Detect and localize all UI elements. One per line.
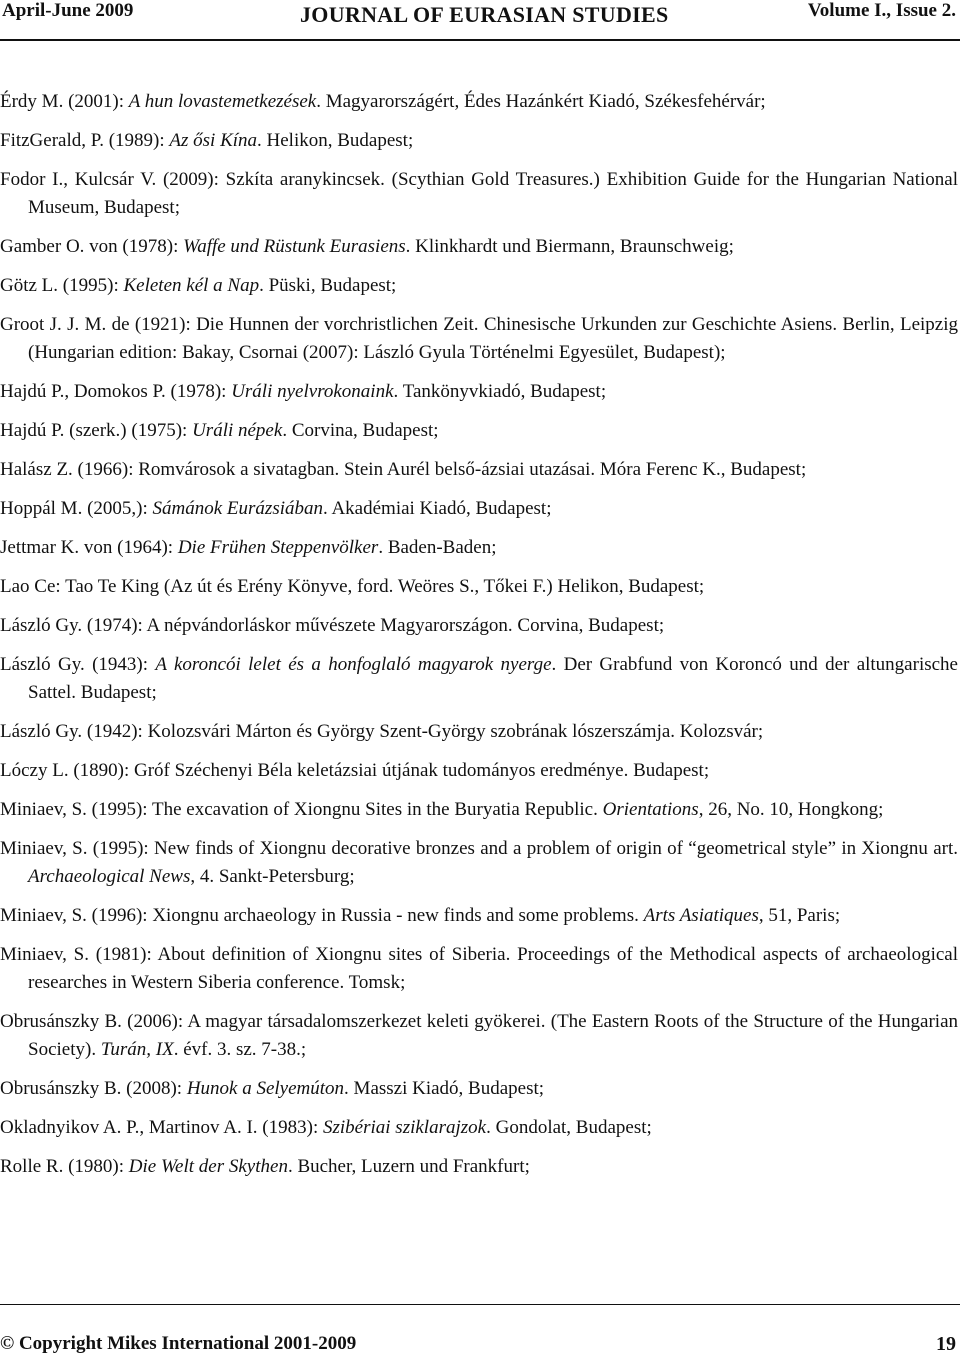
reference-entry bbox=[0, 573, 958, 601]
reference-text: Rolle R. (1980): bbox=[0, 1156, 129, 1177]
reference-text: Hoppál M. (2005,): bbox=[0, 498, 153, 519]
reference-entry bbox=[0, 902, 958, 930]
reference-publisher: , 51, Paris; bbox=[758, 905, 841, 926]
reference-text: FitzGerald, P. (1989): bbox=[0, 130, 170, 151]
reference-entry bbox=[0, 941, 958, 997]
reference-entry bbox=[0, 456, 958, 484]
reference-text: Fodor I., Kulcsár V. (2009): Szkíta aranykincsek. (Scythian Gold Treasures.) Exhibition Guide for the Hungarian National Museum, Budapest; bbox=[0, 169, 958, 218]
reference-text: Miniaev, S. (1996): Xiongnu archaeology in Russia - new finds and some problems. bbox=[0, 905, 644, 926]
reference-entry bbox=[0, 417, 958, 445]
reference-entry bbox=[0, 796, 958, 824]
page-header bbox=[0, 0, 960, 40]
reference-entry bbox=[0, 311, 958, 367]
reference-title: Az ősi Kína bbox=[169, 130, 258, 151]
reference-title: A koroncói lelet és a honfoglaló magyarok nyerge bbox=[155, 654, 552, 675]
reference-entry bbox=[0, 718, 958, 746]
reference-text: Hajdú P. (szerk.) (1975): bbox=[0, 420, 193, 441]
reference-title: Arts Asiatiques bbox=[643, 905, 759, 926]
reference-publisher: . Baden-Baden; bbox=[378, 537, 497, 558]
reference-text: Miniaev, S. (1981): About definition of Xiongnu sites of Siberia. Proceedings of the Methodical aspects of archaeological researches in Western Siberia conference. Tomsk; bbox=[0, 944, 958, 993]
reference-entry bbox=[0, 835, 958, 891]
issue-date: April-June 2009 bbox=[2, 0, 134, 21]
reference-text: Gamber O. von (1978): bbox=[0, 236, 184, 257]
reference-text: Groot J. J. M. de (1921): Die Hunnen der vorchristlichen Zeit. Chinesische Urkunden zur Geschichte Asiens. Berlin, Leipzig (Hungarian edition: Bakay, Csornai (2007): László Gyula Történelmi Egyesület, Budapest); bbox=[0, 314, 958, 363]
reference-publisher: . évf. 3. sz. 7-38.; bbox=[173, 1039, 307, 1060]
reference-entry bbox=[0, 88, 958, 116]
reference-text: Lao Ce: Tao Te King (Az út és Erény Könyve, ford. Weöres S., Tőkei F.) Helikon, Budapest; bbox=[0, 576, 705, 597]
reference-publisher: , 4. Sankt-Petersburg; bbox=[190, 866, 355, 887]
reference-entry bbox=[0, 233, 958, 261]
reference-entry bbox=[0, 534, 958, 562]
reference-title: Szibériai sziklarajzok bbox=[323, 1117, 487, 1138]
reference-publisher: . Bucher, Luzern und Frankfurt; bbox=[287, 1156, 530, 1177]
reference-text: Halász Z. (1966): Romvárosok a sivatagban. Stein Aurél belső-ázsiai utazásai. Móra Ferenc K., Budapest; bbox=[0, 459, 807, 480]
reference-title: Die Welt der Skythen bbox=[128, 1156, 288, 1177]
reference-publisher: . Masszi Kiadó, Budapest; bbox=[344, 1078, 545, 1099]
reference-text: László Gy. (1974): A népvándorláskor művészete Magyarországon. Corvina, Budapest; bbox=[0, 615, 665, 636]
reference-entry bbox=[0, 757, 958, 785]
reference-text: Hajdú P., Domokos P. (1978): bbox=[0, 381, 232, 402]
copyright-notice: © Copyright Mikes International 2001-2009 bbox=[0, 1333, 357, 1354]
reference-entry bbox=[0, 166, 958, 222]
reference-text: Obrusánszky B. (2008): bbox=[0, 1078, 187, 1099]
reference-text: Okladnyikov A. P., Martinov A. I. (1983): bbox=[0, 1117, 323, 1138]
reference-publisher: . Tankönyvkiadó, Budapest; bbox=[393, 381, 607, 402]
footer-divider bbox=[0, 1304, 960, 1305]
reference-publisher: . Corvina, Budapest; bbox=[282, 420, 439, 441]
reference-title: Turán, IX bbox=[100, 1039, 174, 1060]
reference-entry bbox=[0, 1153, 958, 1181]
reference-entry bbox=[0, 1114, 958, 1142]
header-divider bbox=[0, 39, 960, 41]
reference-title: Orientations bbox=[602, 799, 699, 820]
volume-issue: Volume I., Issue 2. bbox=[807, 0, 956, 21]
reference-entry bbox=[0, 1075, 958, 1103]
reference-title: Waffe und Rüstunk Eurasiens bbox=[183, 236, 406, 257]
reference-list bbox=[0, 88, 958, 1181]
reference-text: Miniaev, S. (1995): The excavation of Xiongnu Sites in the Buryatia Republic. bbox=[0, 799, 603, 820]
reference-title: Die Frühen Steppenvölker bbox=[177, 537, 379, 558]
reference-text: Miniaev, S. (1995): New finds of Xiongnu decorative bronzes and a problem of origin of “geometrical style” in Xiongnu art. bbox=[0, 838, 958, 859]
reference-text: Érdy M. (2001): bbox=[0, 91, 129, 112]
reference-title: Keleten kél a Nap bbox=[123, 275, 260, 296]
reference-title: Hunok a Selyemúton bbox=[186, 1078, 345, 1099]
reference-text: Jettmar K. von (1964): bbox=[0, 537, 178, 558]
reference-publisher: . Gondolat, Budapest; bbox=[486, 1117, 652, 1138]
reference-publisher: . Akadémiai Kiadó, Budapest; bbox=[323, 498, 552, 519]
reference-entry bbox=[0, 1008, 958, 1064]
reference-publisher: . Helikon, Budapest; bbox=[257, 130, 414, 151]
journal-title: JOURNAL OF EURASIAN STUDIES bbox=[300, 2, 669, 27]
reference-text: Lóczy L. (1890): Gróf Széchenyi Béla keletázsiai útjának tudományos eredménye. Budapest; bbox=[0, 760, 710, 781]
reference-title: Sámánok Eurázsiában bbox=[152, 498, 323, 519]
reference-title: A hun lovastemetkezések bbox=[128, 91, 317, 112]
reference-title: Archaeological News bbox=[28, 866, 191, 887]
reference-entry bbox=[0, 127, 958, 155]
reference-entry bbox=[0, 495, 958, 523]
reference-text: László Gy. (1943): bbox=[0, 654, 156, 675]
reference-text: Götz L. (1995): bbox=[0, 275, 124, 296]
reference-publisher: . Klinkhardt und Biermann, Braunschweig; bbox=[405, 236, 734, 257]
reference-publisher: . Püski, Budapest; bbox=[259, 275, 397, 296]
reference-text: László Gy. (1942): Kolozsvári Márton és György Szent-György szobrának lószerszámja. Kolozsvár; bbox=[0, 721, 764, 742]
reference-entry bbox=[0, 612, 958, 640]
reference-publisher: , 26, No. 10, Hongkong; bbox=[698, 799, 884, 820]
reference-text: Obrusánszky B. (2006): A magyar társadalomszerkezet keleti gyökerei. (The Eastern Roots of the Structure of the Hungarian Society). bbox=[0, 1011, 958, 1060]
reference-entry bbox=[0, 378, 958, 406]
reference-publisher: . Der Grabfund von Koroncó und der altungarische Sattel. Budapest; bbox=[28, 654, 958, 703]
reference-entry bbox=[0, 272, 958, 300]
reference-title: Uráli nyelvrokonaink bbox=[231, 381, 394, 402]
page-number: 19 bbox=[936, 1333, 956, 1355]
reference-publisher: . Magyarországért, Édes Hazánkért Kiadó, Székesfehérvár; bbox=[316, 91, 766, 112]
reference-entry bbox=[0, 651, 958, 707]
reference-title: Uráli népek bbox=[192, 420, 283, 441]
